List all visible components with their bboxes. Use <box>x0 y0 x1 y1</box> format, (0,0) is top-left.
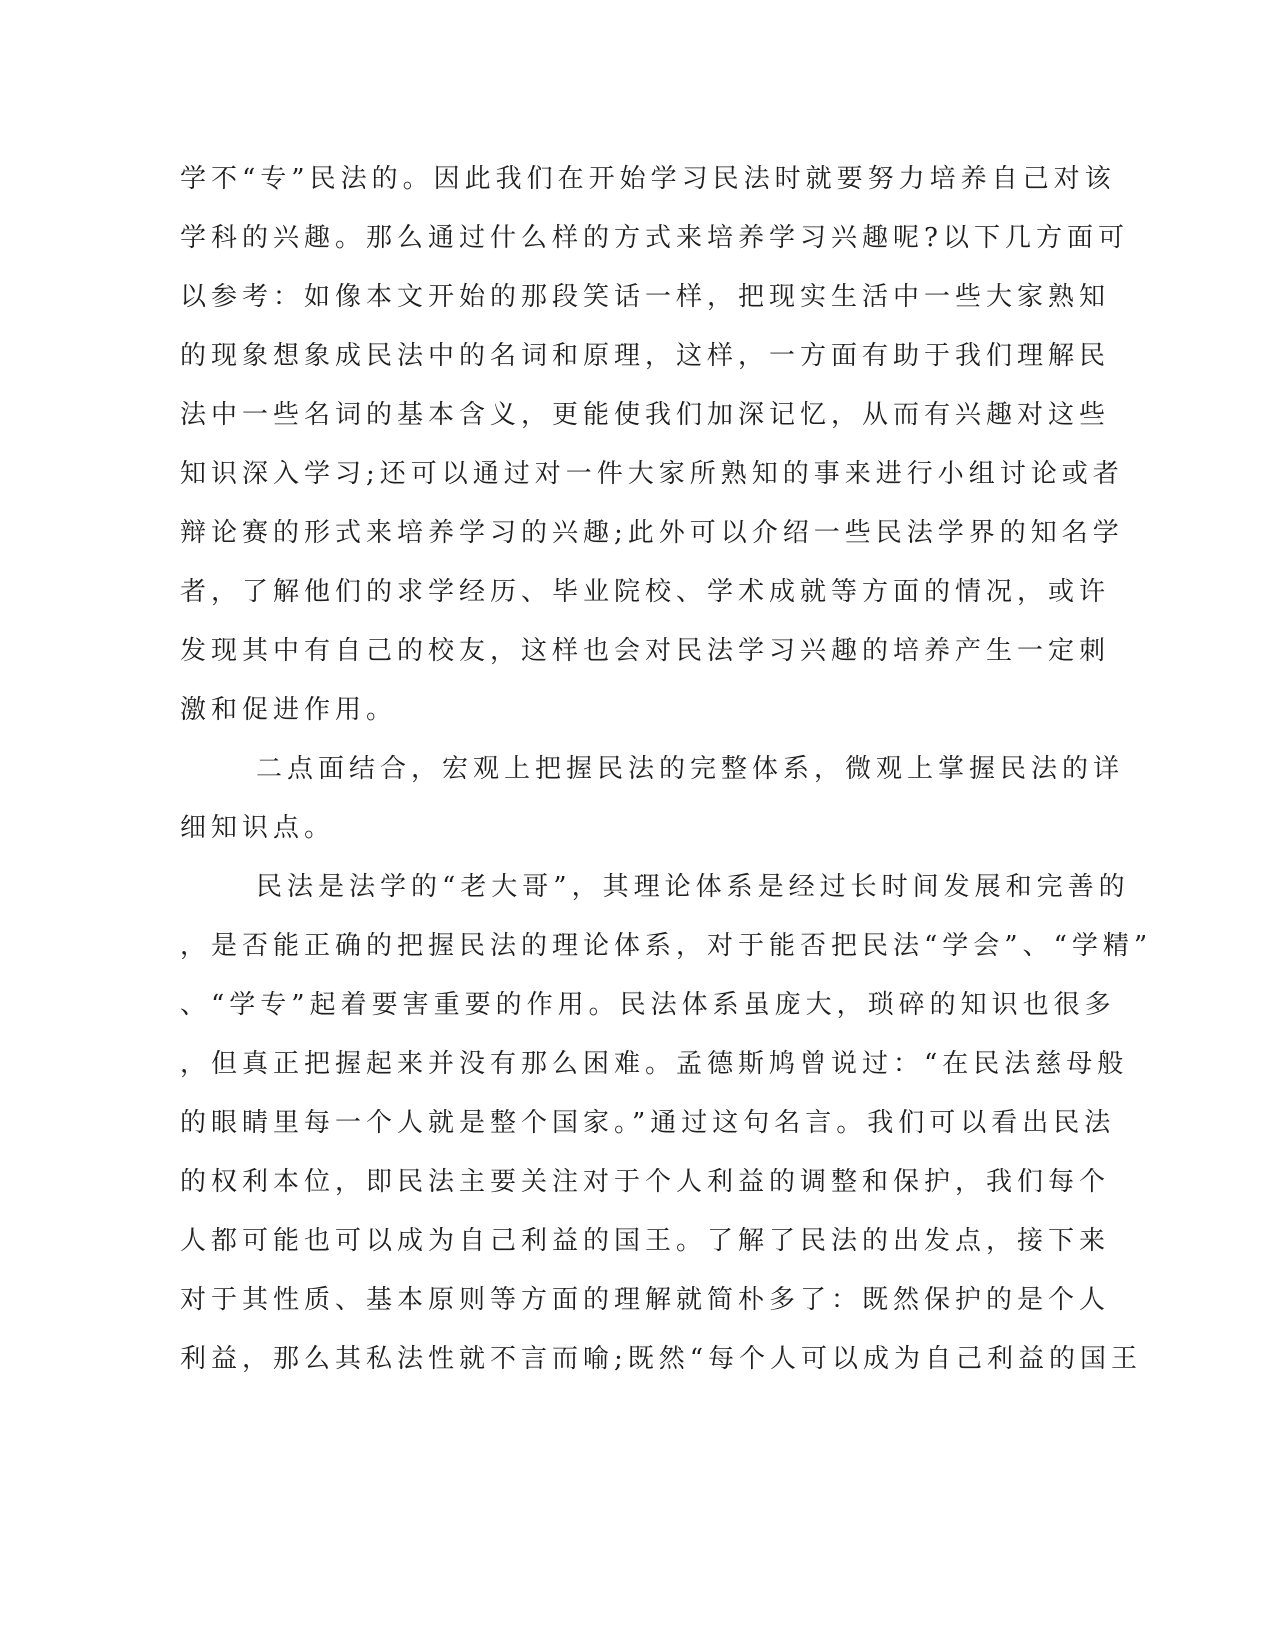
paragraph-2-line: 细知识点。 <box>180 813 336 843</box>
paragraph-3-line: 的眼睛里每一个人就是整个国家。”通过这句名言。我们可以看出民法 <box>180 1108 1116 1138</box>
paragraph-1-line: 以参考：如像本文开始的那段笑话一样，把现实生活中一些大家熟知 <box>180 282 1111 312</box>
paragraph-3-line: ，是否能正确的把握民法的理论体系，对于能否把民法“学会”、“学精” <box>180 931 1153 961</box>
paragraph-1-line: 法中一些名词的基本含义，更能使我们加深记忆，从而有兴趣对这些 <box>180 400 1111 430</box>
paragraph-3-line: ，但真正把握起来并没有那么困难。孟德斯鸠曾说过：“在民法慈母般 <box>180 1049 1129 1079</box>
paragraph-1-line: 发现其中有自己的校友，这样也会对民法学习兴趣的培养产生一定刺 <box>180 636 1111 666</box>
paragraph-1-line: 激和促进作用。 <box>180 695 398 725</box>
paragraph-3-line: 民法是法学的“老大哥”，其理论体系是经过长时间发展和完善的 <box>256 872 1130 902</box>
paragraph-1-line: 学不“专”民法的。因此我们在开始学习民法时就要努力培养自己对该 <box>180 164 1116 194</box>
paragraph-3-line: 、“学专”起着要害重要的作用。民法体系虽庞大，琐碎的知识也很多 <box>180 990 1116 1020</box>
paragraph-2-line: 二点面结合，宏观上把握民法的完整体系，微观上掌握民法的详 <box>256 754 1125 784</box>
paragraph-1-line: 知识深入学习;还可以通过对一件大家所熟知的事来进行小组讨论或者 <box>180 459 1124 489</box>
paragraph-1-line: 的现象想象成民法中的名词和原理，这样，一方面有助于我们理解民 <box>180 341 1111 371</box>
paragraph-3-line: 的权利本位，即民法主要关注对于个人利益的调整和保护，我们每个 <box>180 1167 1111 1197</box>
paragraph-3-line: 利益，那么其私法性就不言而喻;既然“每个人可以成为自己利益的国王 <box>180 1344 1143 1374</box>
paragraph-1-line: 学科的兴趣。那么通过什么样的方式来培养学习兴趣呢?以下几方面可 <box>180 223 1129 253</box>
paragraph-1-line: 者，了解他们的求学经历、毕业院校、学术成就等方面的情况，或许 <box>180 577 1111 607</box>
paragraph-1-line: 辩论赛的形式来培养学习的兴趣;此外可以介绍一些民法学界的知名学 <box>180 518 1124 548</box>
paragraph-3-line: 对于其性质、基本原则等方面的理解就简朴多了：既然保护的是个人 <box>180 1285 1111 1315</box>
body-text <box>180 150 1153 1389</box>
paragraph-3-line: 人都可能也可以成为自己利益的国王。了解了民法的出发点，接下来 <box>180 1226 1111 1256</box>
